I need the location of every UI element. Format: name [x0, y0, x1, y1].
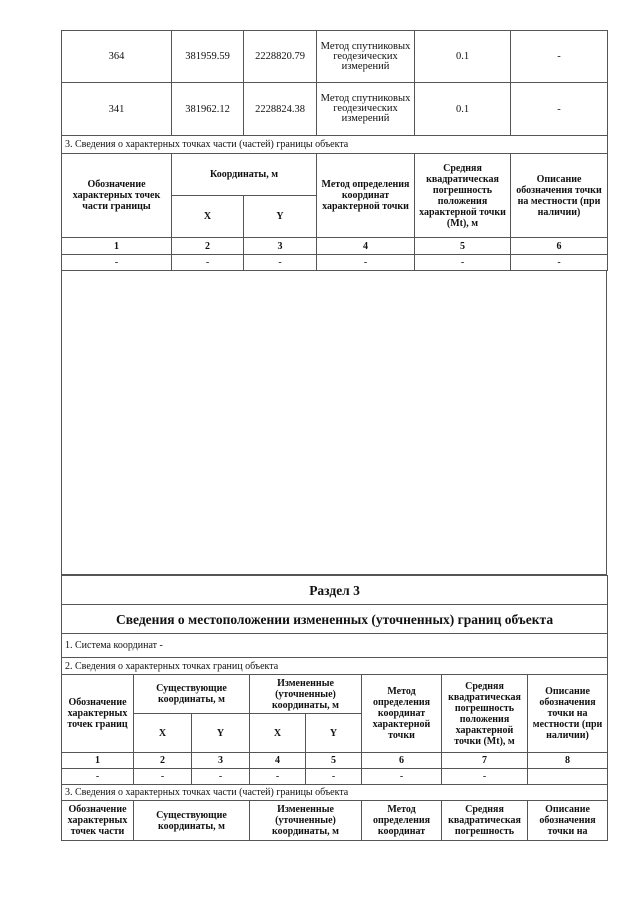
section3-table	[61, 575, 608, 841]
header-method: Метод определения координат характерной точки	[362, 675, 442, 753]
empty-cell	[528, 769, 608, 785]
section-title: Раздел 3	[62, 576, 608, 605]
section-caption: 2. Сведения о характерных точках границ объекта	[62, 658, 608, 675]
description-cell: -	[511, 83, 608, 136]
empty-cell: -	[192, 769, 250, 785]
header-changed: Измененные (уточненные) координаты, м	[250, 675, 362, 714]
coord-x: 381959.59	[172, 31, 244, 83]
col-number: 3	[192, 753, 250, 769]
header-mt: Средняя квадратическая погрешность	[442, 801, 528, 841]
header-description: Описание обозначения точки на местности (при наличии)	[528, 675, 608, 753]
col-number: 5	[415, 238, 511, 255]
empty-cell: -	[415, 255, 511, 271]
empty-cell: -	[306, 769, 362, 785]
empty-cell: -	[317, 255, 415, 271]
col-number: 7	[442, 753, 528, 769]
col-number: 2	[134, 753, 192, 769]
header-existing: Существующие координаты, м	[134, 675, 250, 714]
header-y: Y	[244, 196, 317, 238]
col-number: 3	[244, 238, 317, 255]
empty-cell: -	[62, 255, 172, 271]
table-row	[62, 31, 608, 83]
coord-y: 2228820.79	[244, 31, 317, 83]
col-number: 4	[250, 753, 306, 769]
mt-cell: 0.1	[415, 83, 511, 136]
header-coords: Координаты, м	[172, 154, 317, 196]
column-numbers-row	[62, 238, 608, 255]
header-description: Описание обозначения точки на	[528, 801, 608, 841]
empty-cell: -	[62, 769, 134, 785]
point-id: 364	[62, 31, 172, 83]
col-number: 6	[511, 238, 608, 255]
col-number: 6	[362, 753, 442, 769]
mt-cell: 0.1	[415, 31, 511, 83]
header-x: X	[172, 196, 244, 238]
col-number: 1	[62, 238, 172, 255]
header-existing: Существующие координаты, м	[134, 801, 250, 841]
col-number: 2	[172, 238, 244, 255]
section-caption: 3. Сведения о характерных точках части (частей) границы объекта	[62, 785, 608, 801]
header-changed: Измененные (уточненные) координаты, м	[250, 801, 362, 841]
point-id: 341	[62, 83, 172, 136]
header-x: X	[134, 714, 192, 753]
section-caption: 3. Сведения о характерных точках части (частей) границы объекта	[62, 136, 608, 154]
empty-cell: -	[442, 769, 528, 785]
coord-y: 2228824.38	[244, 83, 317, 136]
empty-cell: -	[244, 255, 317, 271]
empty-cell: -	[172, 255, 244, 271]
header-method: Метод определения координат характерной точки	[317, 154, 415, 238]
col-number: 5	[306, 753, 362, 769]
empty-cell: -	[511, 255, 608, 271]
empty-cell: -	[134, 769, 192, 785]
document-page	[61, 30, 607, 841]
description-cell: -	[511, 31, 608, 83]
header-y: Y	[192, 714, 250, 753]
header-designation: Обозначение характерных точек части	[62, 801, 134, 841]
blank-area	[61, 271, 607, 575]
column-numbers-row	[62, 753, 608, 769]
header-method: Метод определения координат	[362, 801, 442, 841]
header-x: X	[250, 714, 306, 753]
method-cell: Метод спутниковых геодезических измерений	[317, 83, 415, 136]
section-subtitle: Сведения о местоположении измененных (уточненных) границ объекта	[62, 605, 608, 634]
header-y: Y	[306, 714, 362, 753]
header-mt: Средняя квадратическая погрешность положения характерной точки (Mt), м	[442, 675, 528, 753]
col-number: 1	[62, 753, 134, 769]
table-row	[62, 83, 608, 136]
empty-cell: -	[362, 769, 442, 785]
col-number: 8	[528, 753, 608, 769]
coord-x: 381962.12	[172, 83, 244, 136]
method-cell: Метод спутниковых геодезических измерений	[317, 31, 415, 83]
header-description: Описание обозначения точки на местности (при наличии)	[511, 154, 608, 238]
table-row	[62, 769, 608, 785]
table-row	[62, 255, 608, 271]
header-designation: Обозначение характерных точек границ	[62, 675, 134, 753]
header-designation: Обозначение характерных точек части границы	[62, 154, 172, 238]
col-number: 4	[317, 238, 415, 255]
points-table-continued	[61, 30, 608, 271]
coord-system: 1. Система координат -	[62, 634, 608, 658]
header-mt: Средняя квадратическая погрешность положения характерной точки (Mt), м	[415, 154, 511, 238]
empty-cell: -	[250, 769, 306, 785]
